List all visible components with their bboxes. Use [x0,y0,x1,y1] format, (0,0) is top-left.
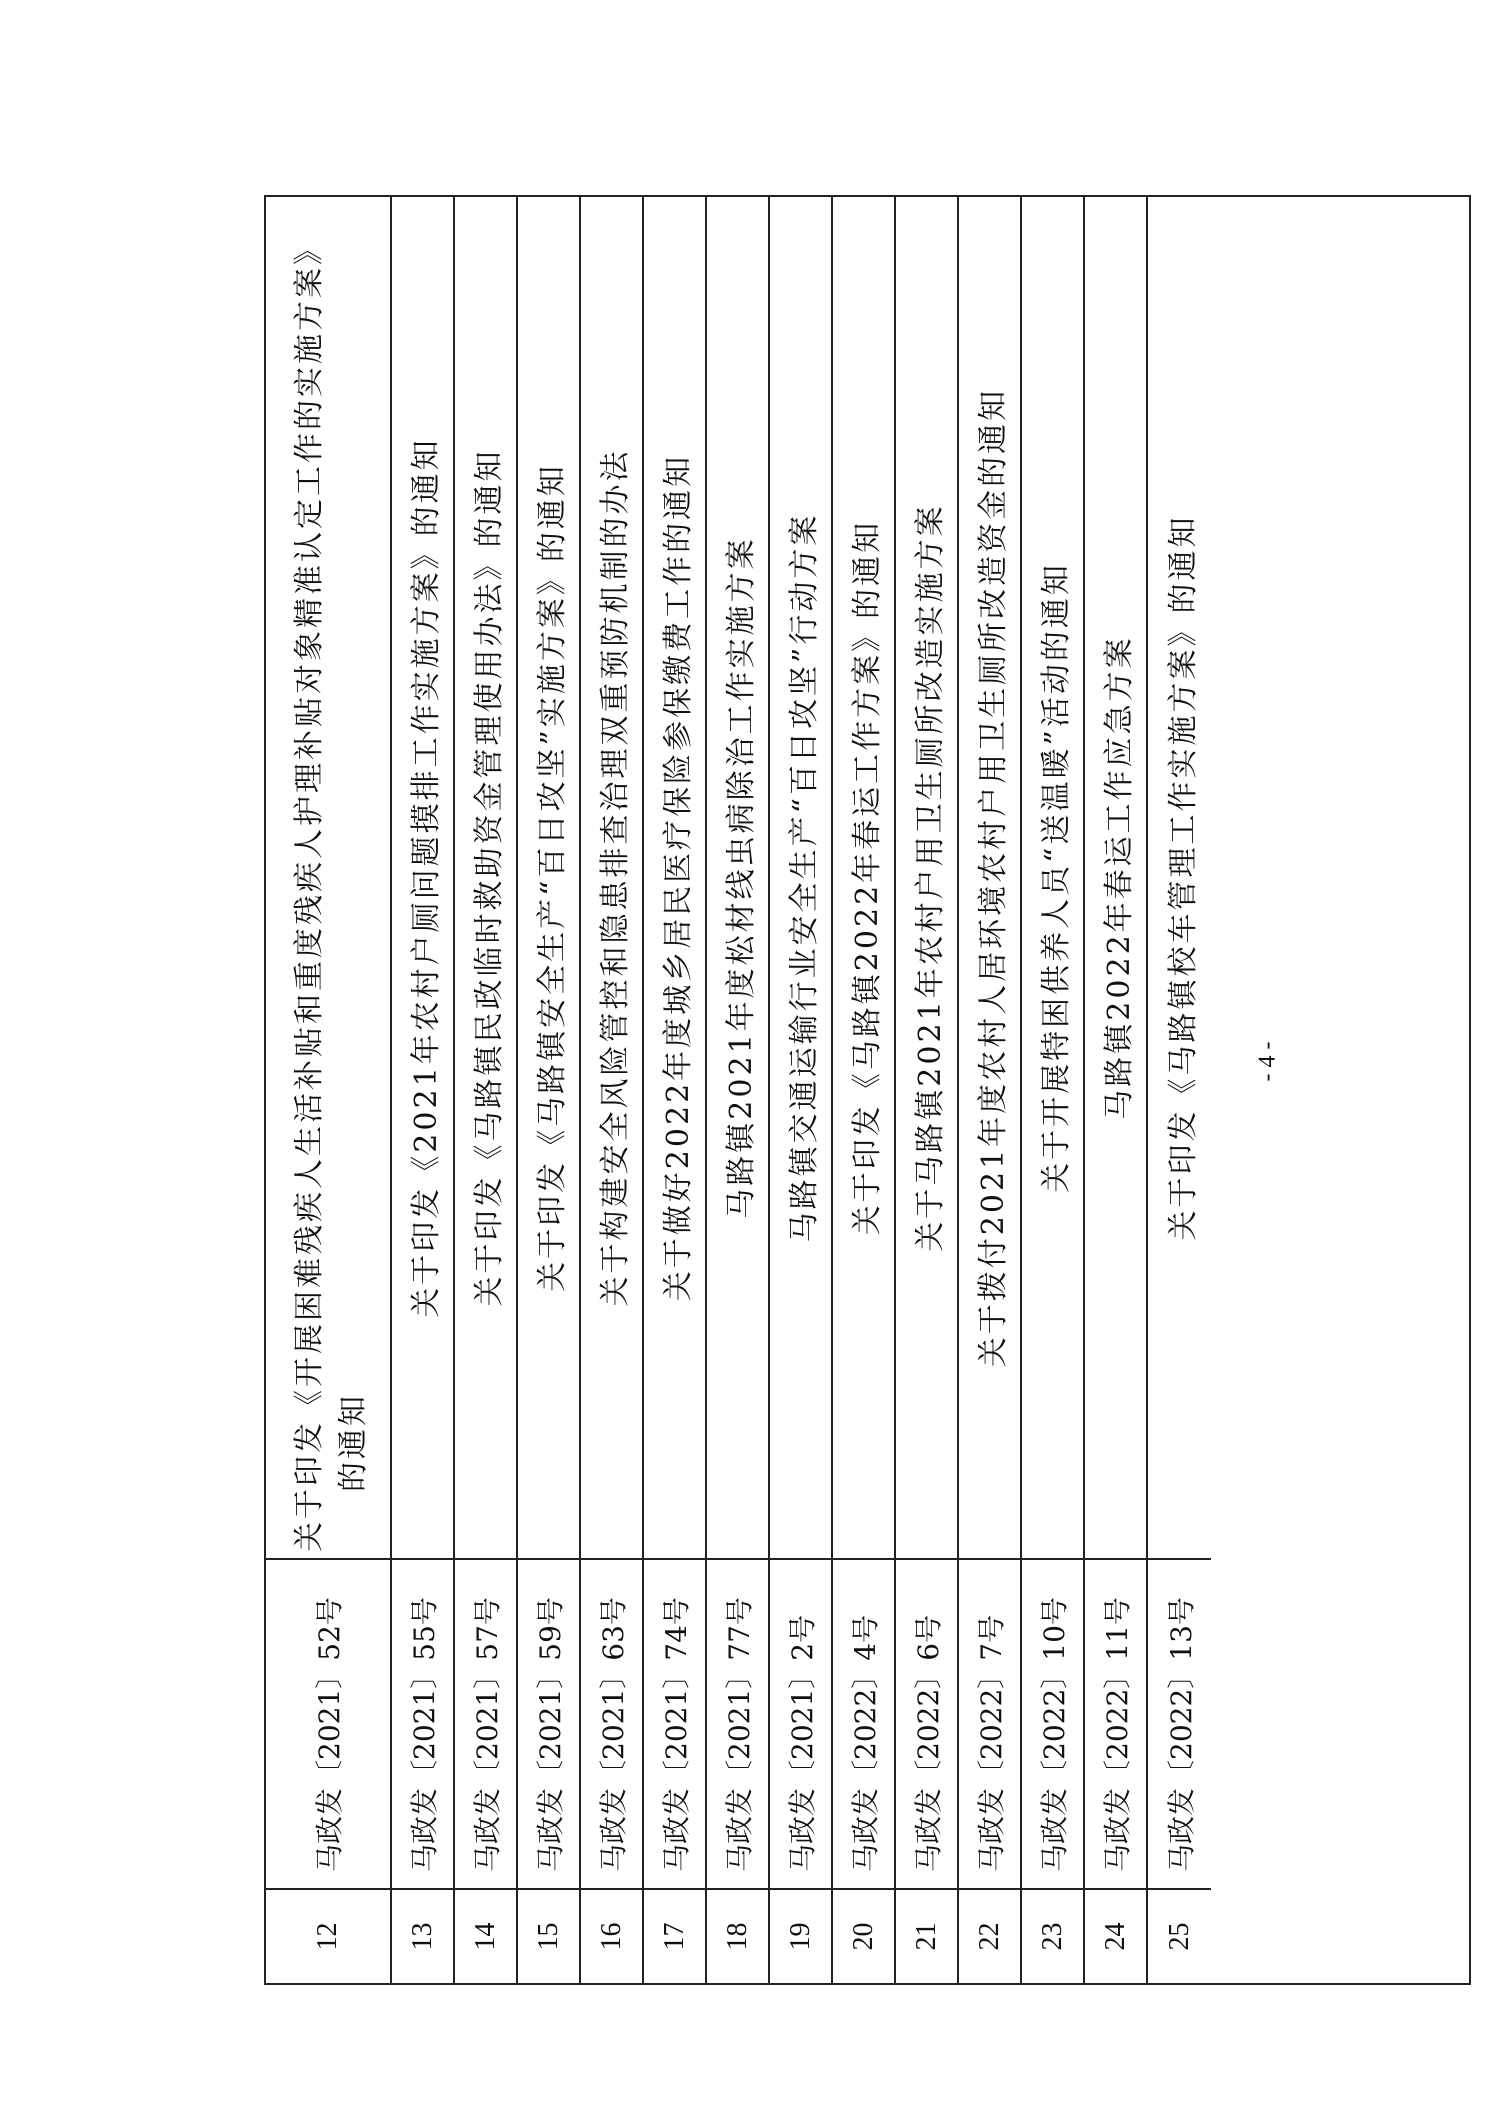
title-line-2: 的通知 [336,1393,371,1492]
document-title [266,197,390,1558]
row-number: 13 [392,1888,453,1983]
document-number: 马政发〔2022〕11号 [1085,1558,1146,1888]
title-line-1: 关于做好2022年度城乡居民医疗保险参保缴费工作的通知 [660,453,696,1302]
title-line-1: 马路镇2022年春运工作应急方案 [1101,635,1137,1120]
row-number: 22 [959,1888,1020,1983]
row-number: 23 [1022,1888,1083,1983]
document-list-table [264,195,1471,1985]
document-title [455,197,516,1558]
title-line-1: 关于拨付2021年度农村人居环境农村户用卫生厕所改造资金的通知 [975,387,1011,1368]
table-row [707,197,770,1983]
table-row [644,197,707,1983]
document-title [1085,197,1146,1558]
table-row [959,197,1022,1983]
document-number: 马政发〔2021〕57号 [455,1558,516,1888]
document-number: 马政发〔2021〕59号 [518,1558,579,1888]
document-number: 马政发〔2021〕52号 [266,1558,390,1888]
row-number: 25 [1148,1888,1211,1983]
document-number: 马政发〔2022〕4号 [833,1558,894,1888]
title-line-1: 关于印发《马路镇民政临时救助资金管理使用办法》的通知 [471,448,507,1307]
table-row [896,197,959,1983]
document-title [833,197,894,1558]
table-row [770,197,833,1983]
document-title [959,197,1020,1558]
document-title [1022,197,1083,1558]
table-row [1022,197,1085,1983]
row-number: 24 [1085,1888,1146,1983]
row-number: 18 [707,1888,768,1983]
document-number: 马政发〔2022〕7号 [959,1558,1020,1888]
title-line-1: 关于印发《2021年农村户厕问题摸排工作实施方案》的通知 [408,437,444,1318]
title-line-1: 关于印发《马路镇2022年春运工作方案》的通知 [849,519,885,1236]
row-number: 19 [770,1888,831,1983]
title-line-1: 马路镇交通运输行业安全生产“百日攻坚”行动方案 [786,512,822,1243]
document-title [896,197,957,1558]
document-title [392,197,453,1558]
row-number: 21 [896,1888,957,1983]
title-line-1: 马路镇2021年度松材线虫病除治工作实施方案 [723,536,759,1219]
title-line-1: 关于印发《马路镇安全生产“百日攻坚”实施方案》的通知 [534,463,570,1292]
title-line-1: 关于印发《马路镇校车管理工作实施方案》的通知 [1165,514,1201,1241]
title-line-1: 关于印发《开展困难残疾人生活补贴和重度残疾人护理补贴对象精准认定工作的实施方案》 [292,232,327,1552]
table-row [1085,197,1148,1983]
title-line-1: 关于开展特困供养人员“送温暖”活动的通知 [1038,562,1074,1193]
document-title [770,197,831,1558]
document-number: 马政发〔2021〕2号 [770,1558,831,1888]
document-number: 马政发〔2021〕74号 [644,1558,705,1888]
table-row [518,197,581,1983]
document-number: 马政发〔2022〕13号 [1148,1558,1211,1888]
document-title [644,197,705,1558]
rotated-table-frame [264,195,1471,1985]
table-row [392,197,455,1983]
document-number: 马政发〔2021〕63号 [581,1558,642,1888]
document-number: 马政发〔2021〕55号 [392,1558,453,1888]
row-number: 14 [455,1888,516,1983]
document-number: 马政发〔2022〕10号 [1022,1558,1083,1888]
document-number: 马政发〔2021〕77号 [707,1558,768,1888]
title-line-1: 关于构建安全风险管控和隐患排查治理双重预防机制的办法 [597,448,633,1307]
table-row [581,197,644,1983]
row-number: 16 [581,1888,642,1983]
document-number: 马政发〔2022〕6号 [896,1558,957,1888]
document-title [707,197,768,1558]
document-title [518,197,579,1558]
table-row [833,197,896,1983]
document-title [1148,197,1211,1558]
row-number: 17 [644,1888,705,1983]
page-number: - 4 - [1254,1041,1281,1082]
document-title [581,197,642,1558]
title-line-1: 关于马路镇2021年农村户用卫生厕所改造实施方案 [912,503,948,1252]
table-row [266,197,392,1983]
table-row [455,197,518,1983]
row-number: 15 [518,1888,579,1983]
table-row [1148,197,1211,1983]
row-number: 12 [266,1888,390,1983]
row-number: 20 [833,1888,894,1983]
